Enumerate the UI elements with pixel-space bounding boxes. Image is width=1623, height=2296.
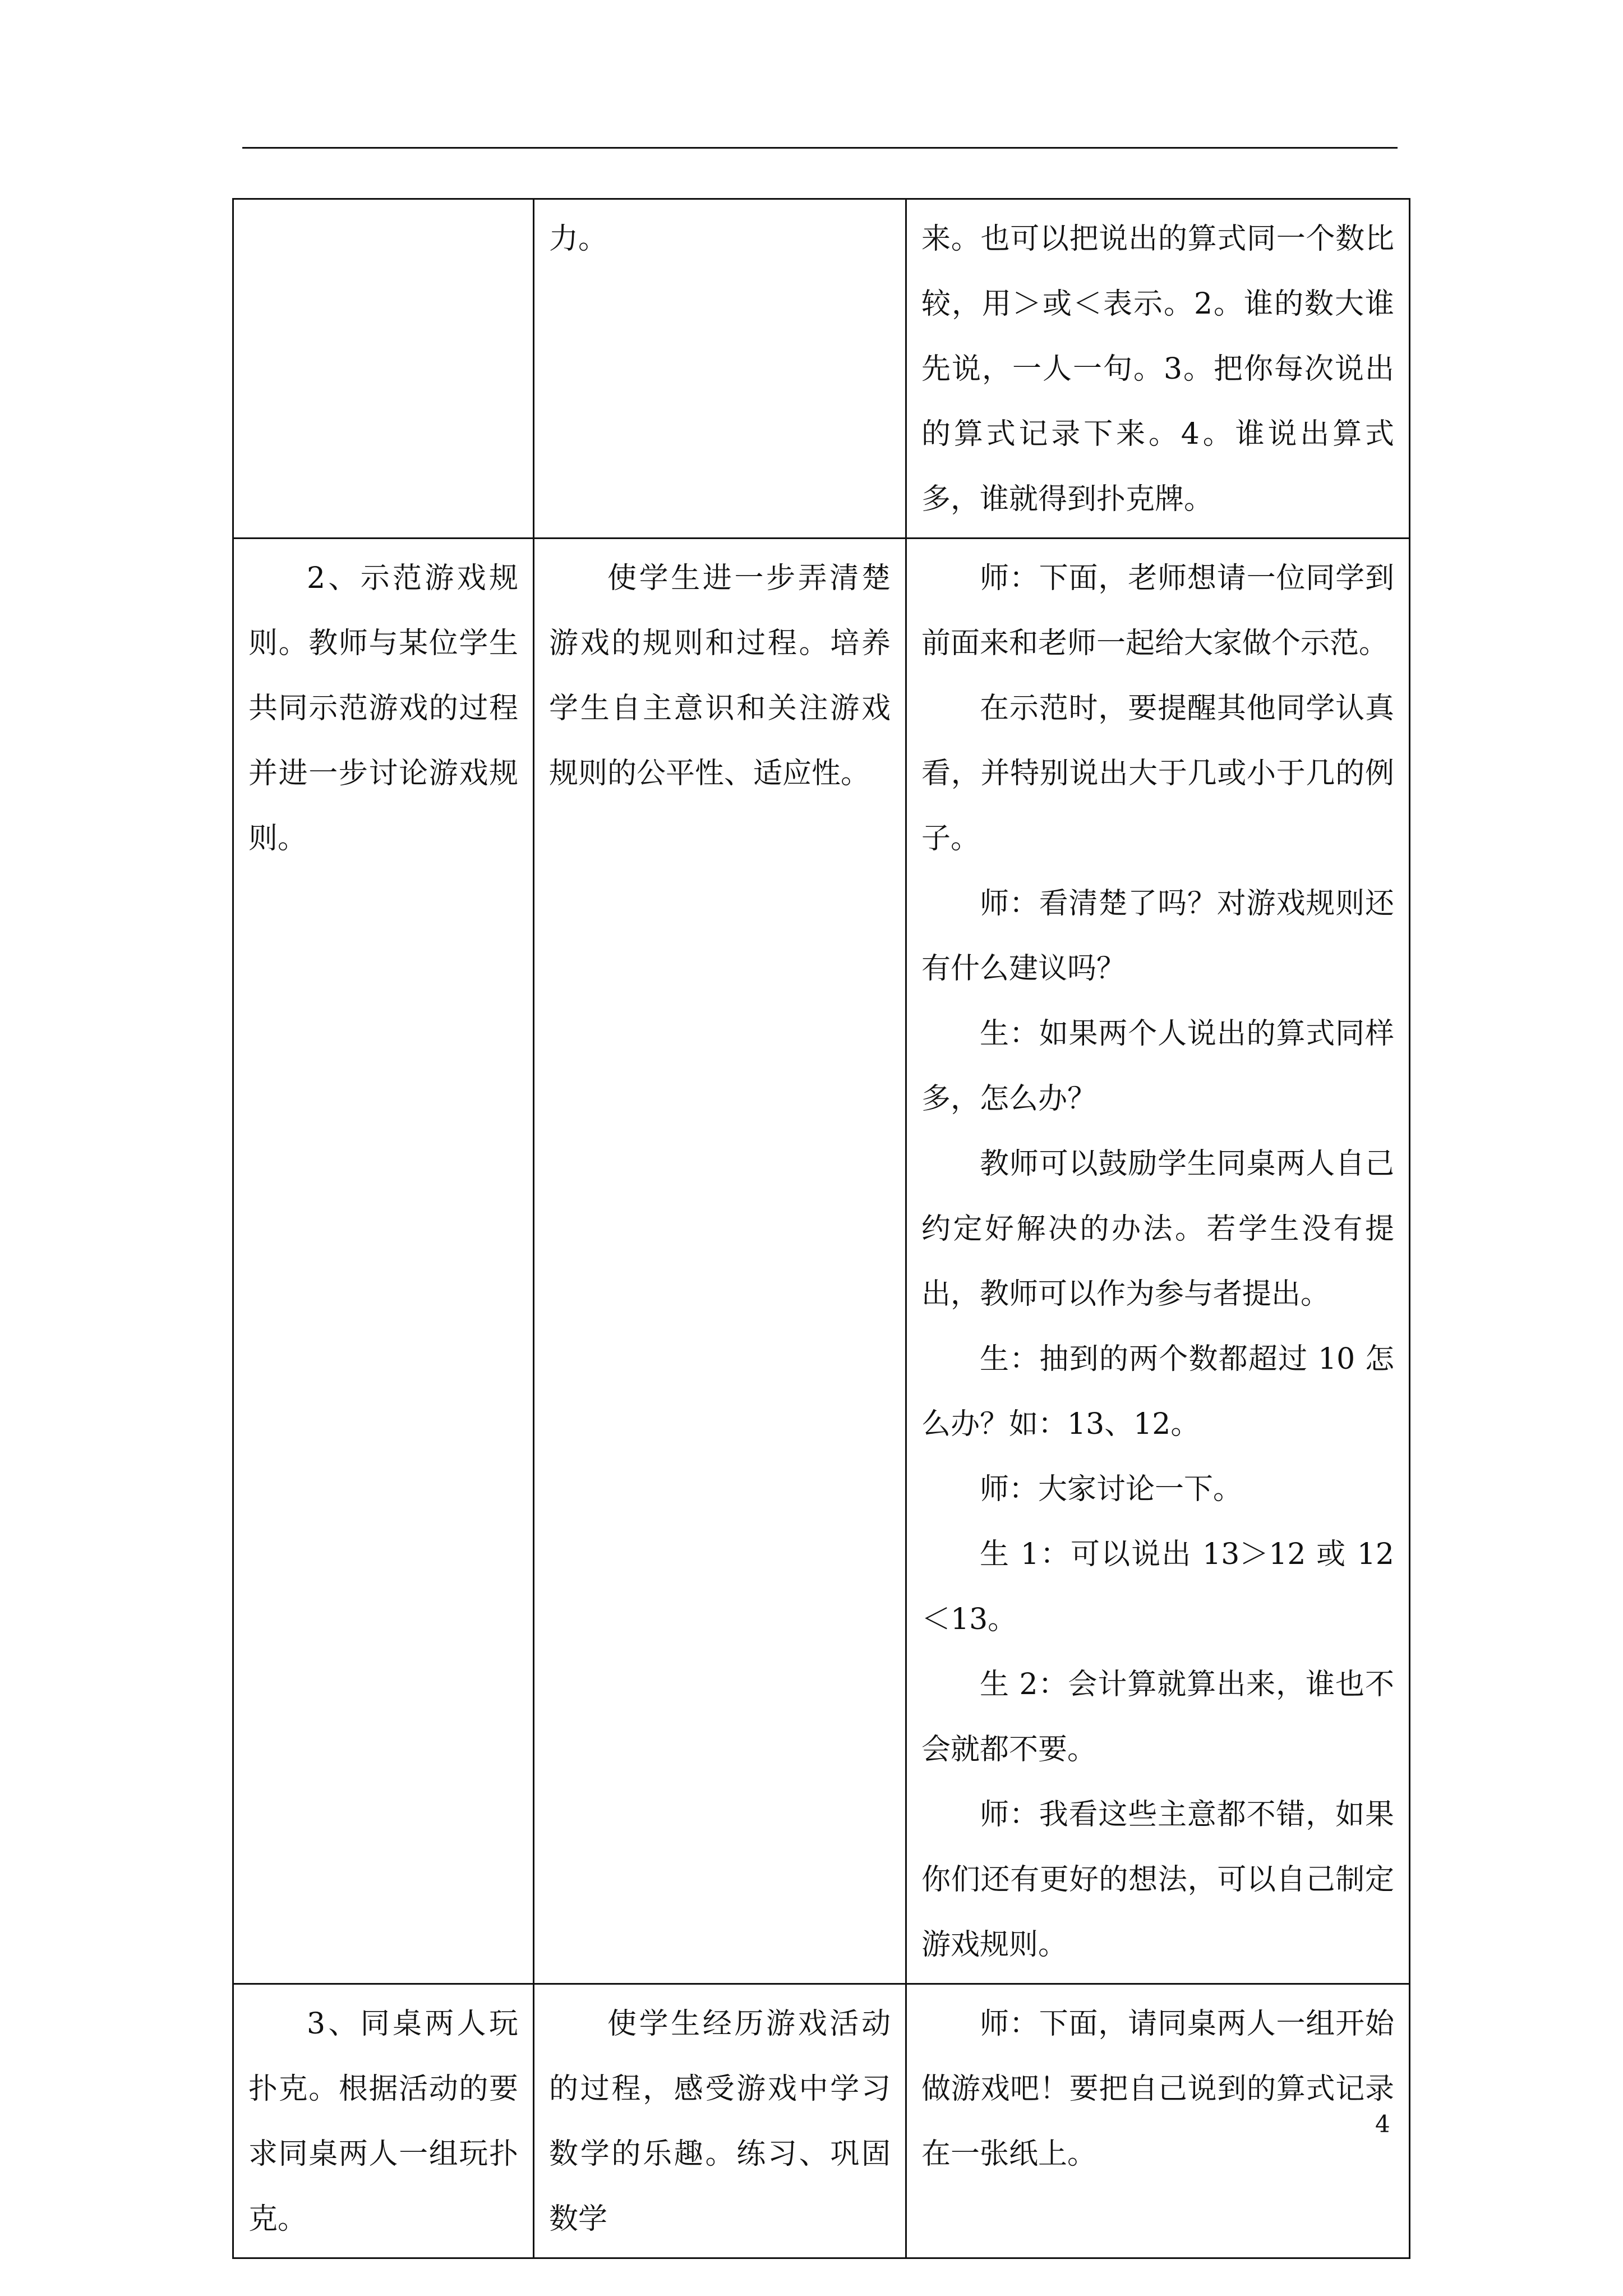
- lesson-plan-table: [232, 198, 1410, 2259]
- intent-text: 力。: [549, 222, 608, 256]
- activity-text: 2、示范游戏规则。教师与某位学生共同示范游戏的过程并进一步讨论游戏规则。: [248, 562, 518, 855]
- activity-cell: [233, 539, 534, 1984]
- process-paragraph: 在示范时，要提醒其他同学认真看，并特别说出大于几或小于几的例子。: [921, 692, 1394, 855]
- process-cell: [906, 199, 1410, 539]
- intent-text: 使学生经历游戏活动的过程，感受游戏中学习数学的乐趣。练习、巩固数学: [549, 2007, 891, 2236]
- intent-cell: [534, 539, 906, 1984]
- header-rule: [242, 147, 1398, 149]
- table-row: [233, 539, 1410, 1984]
- table-row: [233, 1984, 1410, 2258]
- activity-cell: [233, 199, 534, 539]
- activity-cell: [233, 1984, 534, 2258]
- process-cell: [906, 1984, 1410, 2258]
- process-paragraph: 师：看清楚了吗？对游戏规则还有什么建议吗？: [921, 887, 1394, 986]
- process-paragraph: 师：下面，老师想请一位同学到前面来和老师一起给大家做个示范。: [921, 562, 1394, 660]
- intent-text: 使学生进一步弄清楚游戏的规则和过程。培养学生自主意识和关注游戏规则的公平性、适应性。: [549, 562, 891, 790]
- process-paragraph: 师：下面，请同桌两人一组开始做游戏吧！要把自己说到的算式记录在一张纸上。: [921, 2007, 1394, 2171]
- process-paragraph: 师：我看这些主意都不错，如果你们还有更好的想法，可以自己制定游戏规则。: [921, 1798, 1394, 1962]
- process-paragraph: 生：如果两个人说出的算式同样多，怎么办？: [921, 1017, 1394, 1116]
- intent-cell: [534, 199, 906, 539]
- activity-text: 3、同桌两人玩扑克。根据活动的要求同桌两人一组玩扑克。: [248, 2007, 518, 2236]
- table-row: [233, 199, 1410, 539]
- process-paragraph: 生：抽到的两个数都超过 10 怎么办？如：13、12。: [921, 1342, 1394, 1441]
- process-paragraph: 教师可以鼓励学生同桌两人自己约定好解决的办法。若学生没有提出，教师可以作为参与者提出。: [921, 1147, 1394, 1311]
- process-text: 来。也可以把说出的算式同一个数比较，用＞或＜表示。2。谁的数大谁先说，一人一句。3。把你每次说出的算式记录下来。4。谁说出算式多，谁就得到扑克牌。: [921, 222, 1394, 516]
- page-number: 4: [1375, 2110, 1390, 2138]
- process-paragraph: 生 2：会计算就算出来，谁也不会就都不要。: [921, 1668, 1394, 1766]
- intent-cell: [534, 1984, 906, 2258]
- process-paragraph: 生 1：可以说出 13＞12 或 12＜13。: [921, 1538, 1394, 1636]
- process-cell: [906, 539, 1410, 1984]
- process-paragraph: 师：大家讨论一下。: [980, 1473, 1243, 1506]
